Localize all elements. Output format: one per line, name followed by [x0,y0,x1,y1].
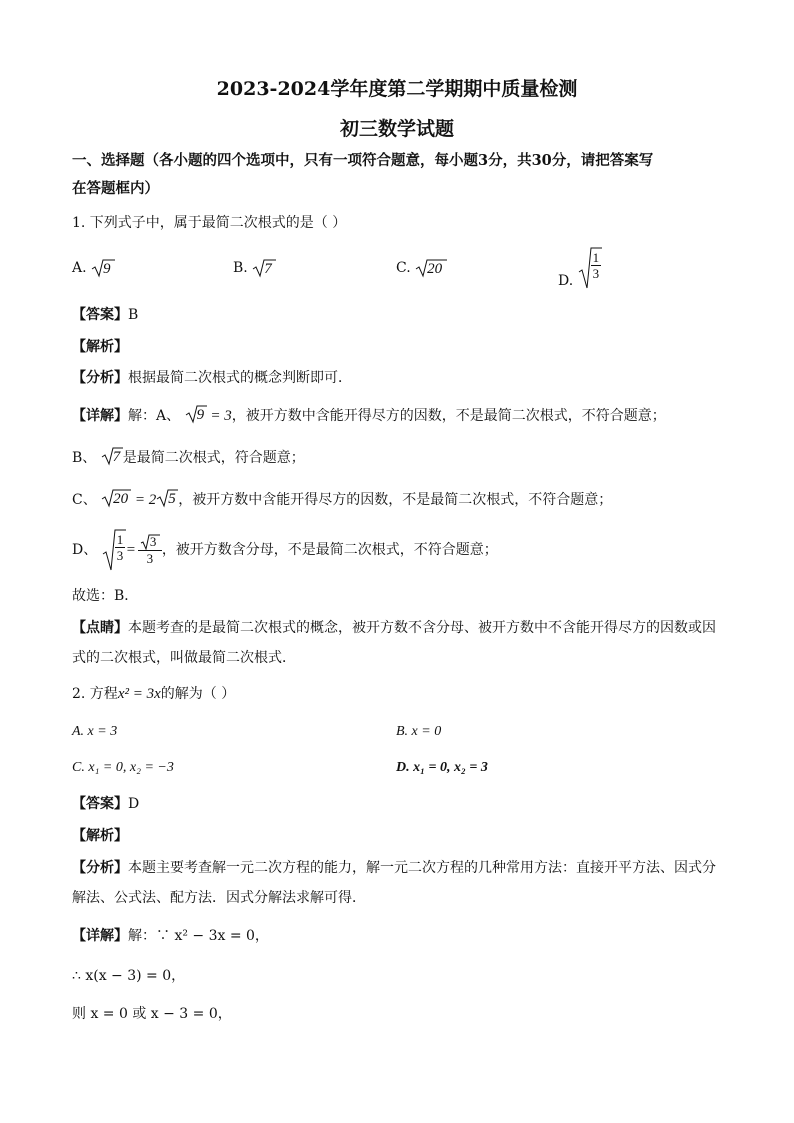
q1-option-d-fraction [591,250,602,281]
q2-option-a: A. x = 3 [72,724,118,739]
q2-option-b: B. x = 0 [396,724,442,739]
sqrt-icon [140,534,160,550]
q1-option-a-radicand: 9 [103,261,111,277]
q1-option-c-radicand: 20 [427,261,443,277]
q2-option-d: D. x₁ = 0, x₂ = 3 [396,760,488,775]
sqrt-icon [415,258,447,278]
q1-fenxi [72,368,352,388]
fraction-denominator: 3 [116,548,124,563]
answer-value: D [128,796,140,812]
q2-stem-prefix: 2. 方程 [72,686,118,702]
q1-option-d [558,246,602,290]
document-title: 2023-2024学年度第二学期期中质量检测 [216,78,578,100]
sqrt-icon [156,488,178,508]
detail-b-text: 是最简二次根式，符合题意； [122,450,305,466]
answer-tag: 【答案】 [72,307,128,323]
sqrt-icon [91,258,115,278]
q1-stem: 1. 下列式子中，属于最简二次根式的是（ ） [72,215,347,231]
q2-answer [72,794,139,814]
q1-analysis-tag: 【解析】 [72,339,128,355]
detail-text: 解：∵ x² − 3x = 0， [128,928,269,944]
q2-stem-equation: x² = 3x [117,686,161,702]
dianjing-tag: 【点睛】 [72,620,128,636]
q1-dianjing-line2: 式的二次根式，叫做最简二次根式． [72,650,296,666]
fraction-numerator: 1 [116,532,124,547]
detail-c-prefix: C、 [72,492,97,508]
q1-option-b-label: B. [233,260,248,276]
equals-sign: = [125,542,136,558]
detail-a-prefix: 解：A、 [128,408,181,424]
detail-tag: 【详解】 [72,408,128,424]
q1-option-c-label: C. [396,260,411,276]
fraction-numerator [138,534,162,551]
q2-stem [72,684,235,704]
q1-option-c [396,258,447,278]
detail-a-text: ，被开方数中含能开得尽方的因数，不是最简二次根式，不符合题意； [231,408,666,424]
q1-answer [72,305,138,325]
fenxi-tag: 【分析】 [72,860,128,876]
sqrt-icon [102,528,126,572]
q2-detail-line3: 则 x = 0 或 x − 3 = 0， [72,1006,232,1022]
detail-a-equation: = 3 [206,408,232,424]
fraction-denominator: 3 [592,266,600,281]
q1-conclusion: 故选：B． [72,588,139,604]
sqrt-icon [101,488,131,508]
detail-c-radicand: 20 [113,491,129,507]
sqrt-icon [252,258,276,278]
q2-option-c: C. x₁ = 0, x₂ = −3 [72,760,174,775]
q1-dianjing-line1 [72,618,716,638]
detail-c-radicand-2: 5 [168,491,176,507]
section-heading-line1: 一、选择题（各小题的四个选项中，只有一项符合题意，每小题3分，共30分，请把答案写 [72,152,654,169]
dianjing-text: 本题考查的是最简二次根式的概念，被开方数不含分母、被开方数中不含能开得尽方的因数或因 [128,620,716,636]
q1-detail-c [72,488,612,510]
detail-c-text: ，被开方数中含能开得尽方的因数，不是最简二次根式，不符合题意； [178,492,613,508]
q2-fenxi-line1 [72,858,716,878]
sqrt-icon [578,246,602,290]
fenxi-text: 本题主要考查解一元二次方程的能力，解一元二次方程的几种常用方法：直接开平方法、因式分 [128,860,716,876]
q1-option-d-label: D. [558,273,574,289]
answer-value: B [128,307,139,323]
detail-d-fraction [115,532,126,563]
q2-fenxi-line2: 解法、公式法、配方法．因式分解法求解可得． [72,890,366,906]
detail-tag: 【详解】 [72,928,128,944]
q1-detail-d [72,528,498,572]
detail-b-radicand: 7 [112,449,121,465]
sqrt-icon [185,404,207,424]
sqrt-icon [101,446,123,466]
answer-tag: 【答案】 [72,796,128,812]
radicand: 3 [149,534,157,549]
q2-detail-line2: ∴ x(x − 3) = 0， [72,968,186,984]
q1-option-a [72,258,115,278]
section-heading-line2: 在答题框内） [72,180,159,197]
document-subtitle: 初三数学试题 [339,118,454,140]
detail-d-result-fraction [138,534,162,566]
fenxi-tag: 【分析】 [72,370,128,386]
detail-c-equation: = 2 [131,492,157,508]
detail-b-prefix: B、 [72,450,97,466]
fraction-numerator: 1 [592,250,600,265]
q1-option-a-label: A. [72,260,87,276]
q1-option-b-radicand: 7 [264,261,272,277]
q1-detail-b [72,446,305,468]
q2-detail-line1 [72,926,269,946]
q2-analysis-tag: 【解析】 [72,828,128,844]
q1-option-b [233,258,276,278]
detail-d-text: ，被开方数含分母，不是最简二次根式，不符合题意； [161,542,498,558]
q2-stem-suffix: 的解为（ ） [160,686,236,702]
detail-d-prefix: D、 [72,542,98,558]
fenxi-text: 根据最简二次根式的概念判断即可． [128,370,352,386]
detail-a-radicand: 9 [196,407,205,423]
q1-detail-a [72,404,666,426]
fraction-denominator: 3 [146,551,154,566]
